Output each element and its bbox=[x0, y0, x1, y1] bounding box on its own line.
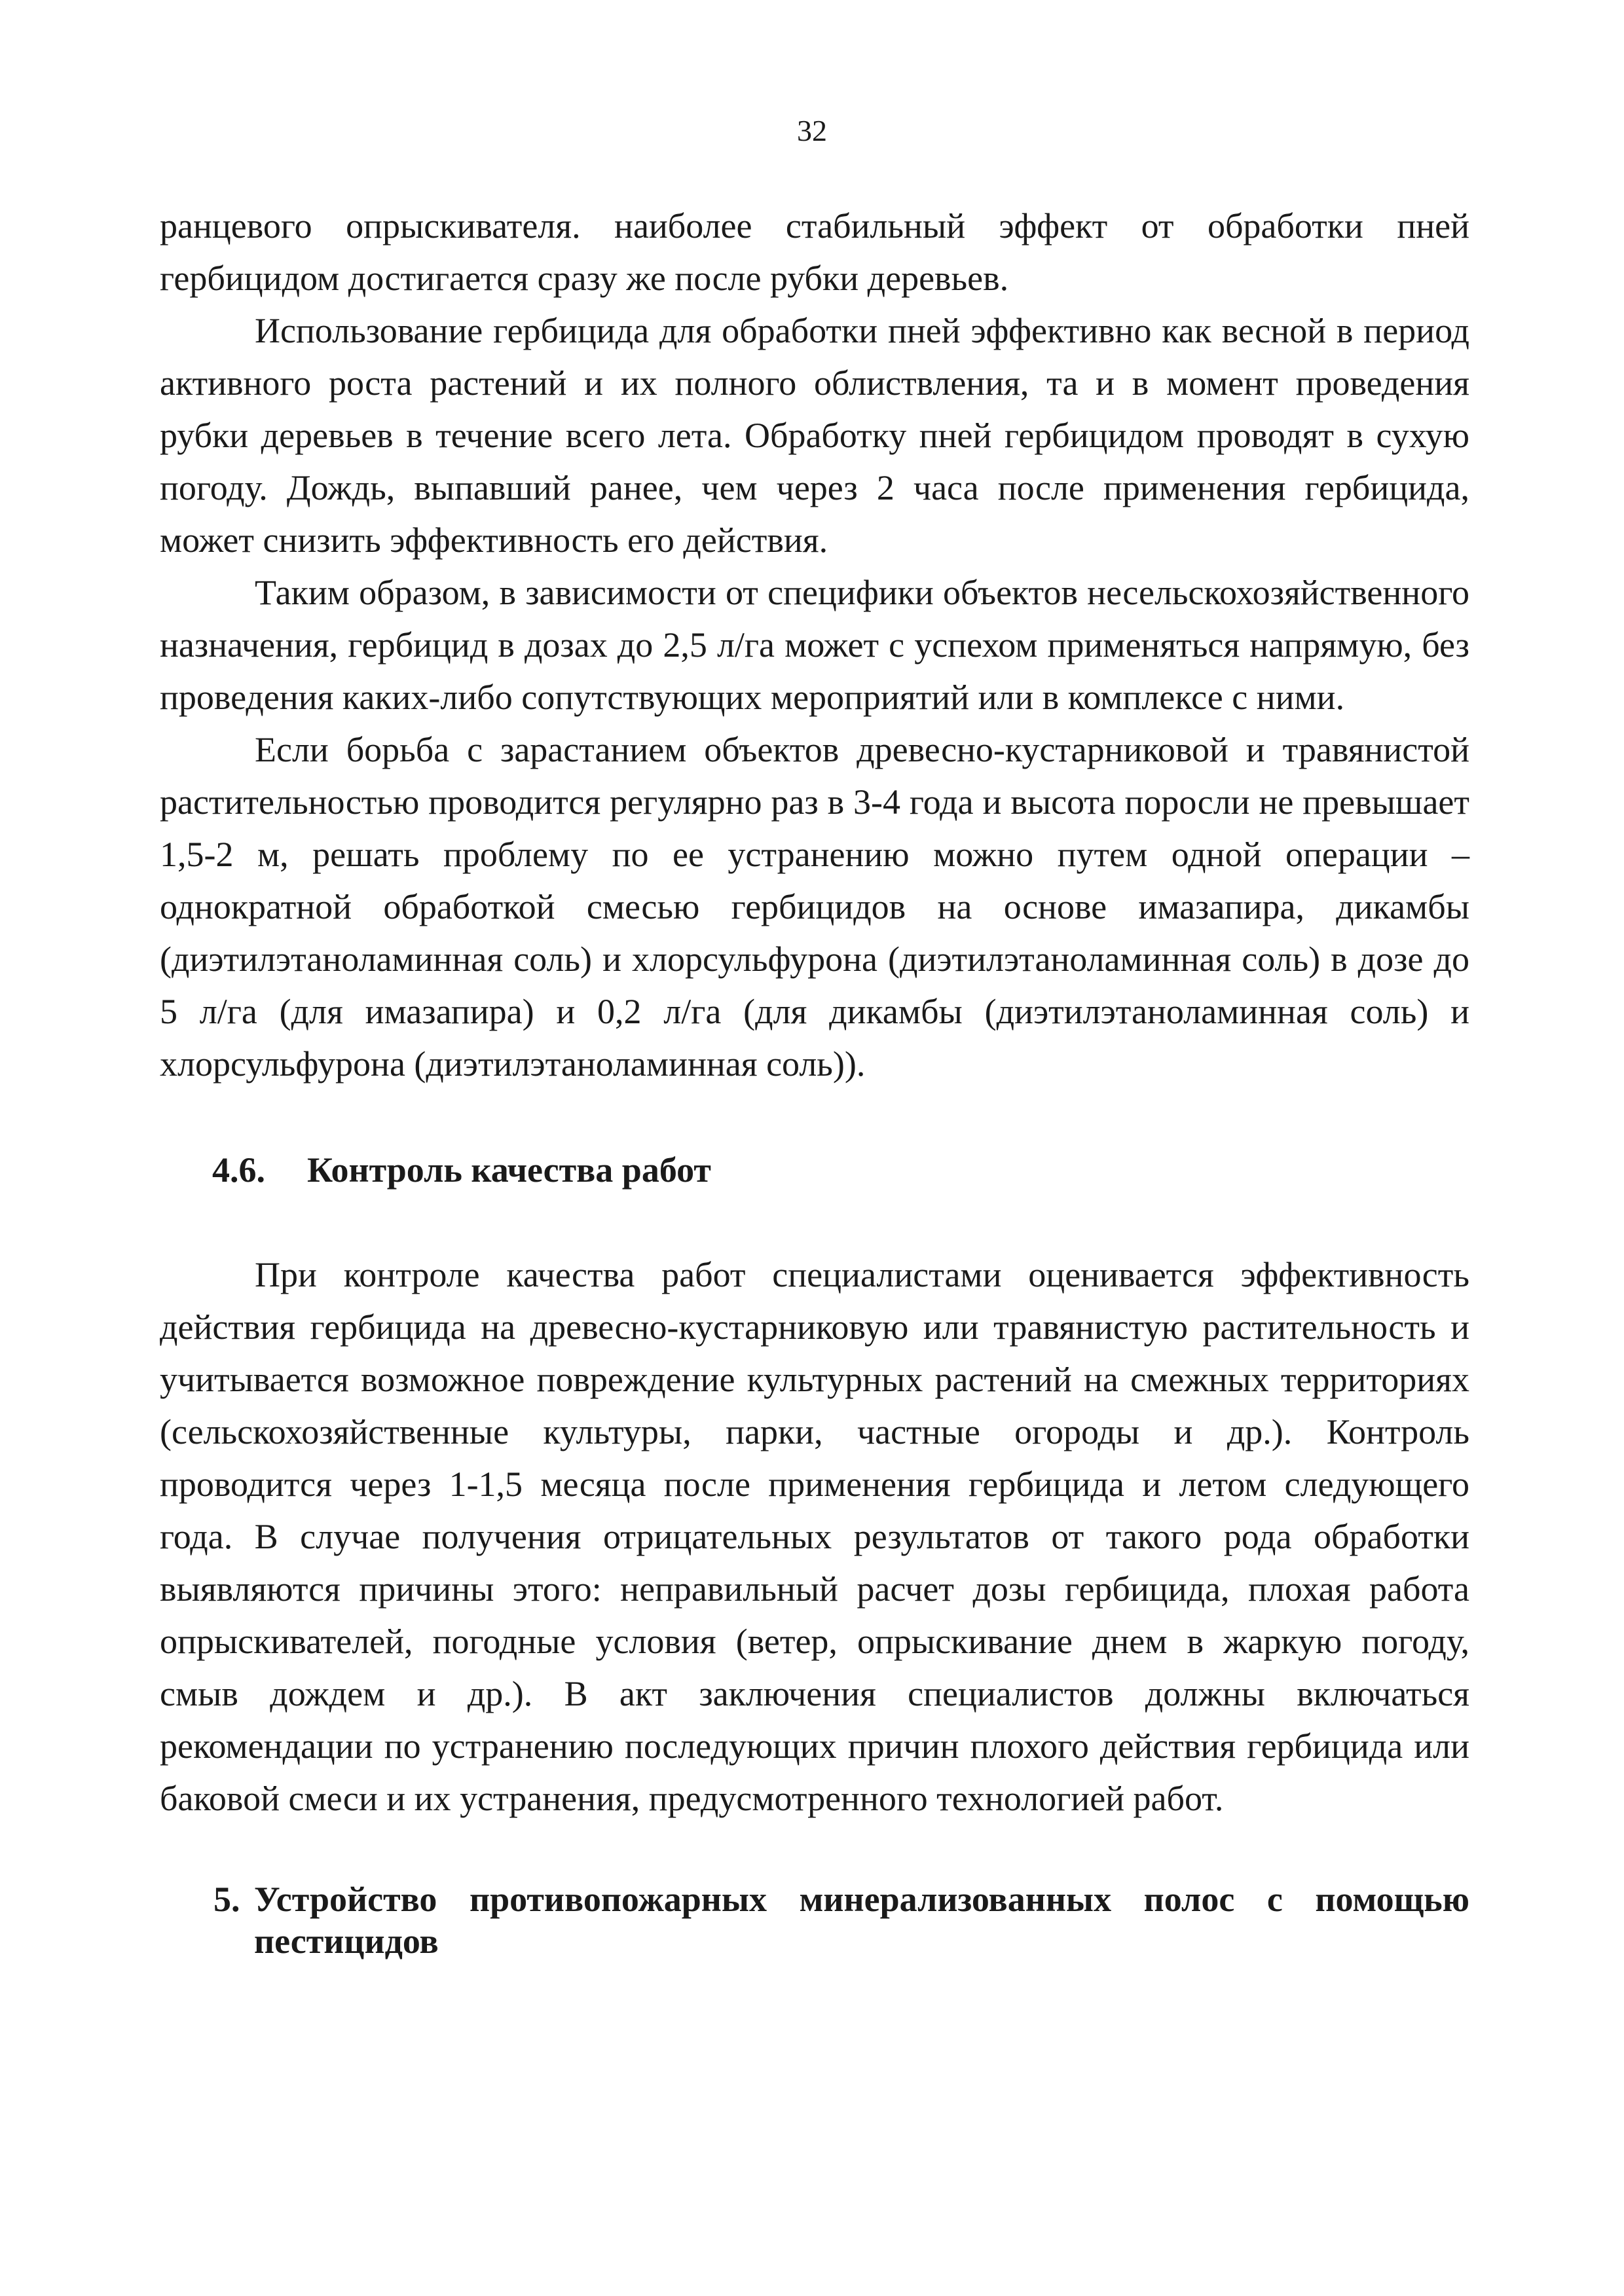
paragraph-quality-control: При контроле качества работ специалистами оценивается эффективность действия гербицида на древесно-кустарниковую или травянистую растительность и учитывается возможное повреждение культурных растений на смежных территориях (сельскохозяйственные культуры, парки, частные огороды и др.). Контроль проводится через 1-1,5 месяца после применения гербицида и летом следующего года. В случае получения отрицательных результатов от такого рода обработки выявляются причины этого: неправильный расчет дозы гербицида, плохая работа опрыскивателей, погодные условия (ветер, опрыскивание днем в жаркую погоду, смыв дождем и др.). В акт заключения специалистов должны включаться рекомендации по устранению последующих причин плохого действия гербицида или баковой смеси и их устранения, предусмотренного технологией работ. bbox=[160, 1255, 1469, 1818]
section-heading-5 bbox=[160, 1878, 1469, 1962]
page-body bbox=[160, 200, 1469, 1962]
paragraph-continuation: ранцевого опрыскивателя. наиболее стабильный эффект от обработки пней гербицидом достигается сразу же после рубки деревьев. bbox=[160, 206, 1469, 298]
section-number: 5. bbox=[213, 1880, 240, 1919]
section-title: Устройство противопожарных минерализованных полос с помощью пестицидов bbox=[254, 1880, 1469, 1961]
section-number: 4.6. bbox=[212, 1150, 265, 1190]
section-title: Контроль качества работ bbox=[307, 1150, 711, 1190]
paragraph-dosage-summary: Таким образом, в зависимости от специфики объектов несельскохозяйственного назначения, гербицид в дозах до 2,5 л/га может с успехом применяться напрямую, без проведения каких-либо сопутствующих мероприятий или в комплексе с ними. bbox=[160, 573, 1469, 717]
section-heading-4-6 bbox=[160, 1144, 1469, 1196]
paragraph-stump-treatment: Использование гербицида для обработки пней эффективно как весной в период активного роста растений и их полного облиствления, та и в момент проведения рубки деревьев в течение всего лета. Обработку пней гербицидом проводят в сухую погоду. Дождь, выпавший ранее, чем через 2 часа после применения гербицида, может снизить эффективность его действия. bbox=[160, 311, 1469, 560]
paragraph-overgrowth-control: Если борьба с зарастанием объектов древесно-кустарниковой и травянистой растительностью проводится регулярно раз в 3-4 года и высота поросли не превышает 1,5-2 м, решать проблему по ее устранению можно путем одной операции – однократной обработкой смесью гербицидов на основе имазапира, дикамбы (диэтилэтаноламинная соль) и хлорсульфурона (диэтилэтаноламинная соль) в дозе до 5 л/га (для имазапира) и 0,2 л/га (для дикамбы (диэтилэтаноламинная соль) и хлорсульфурона (диэтилэтаноламинная соль)). bbox=[160, 730, 1469, 1084]
page-number: 32 bbox=[797, 114, 827, 147]
